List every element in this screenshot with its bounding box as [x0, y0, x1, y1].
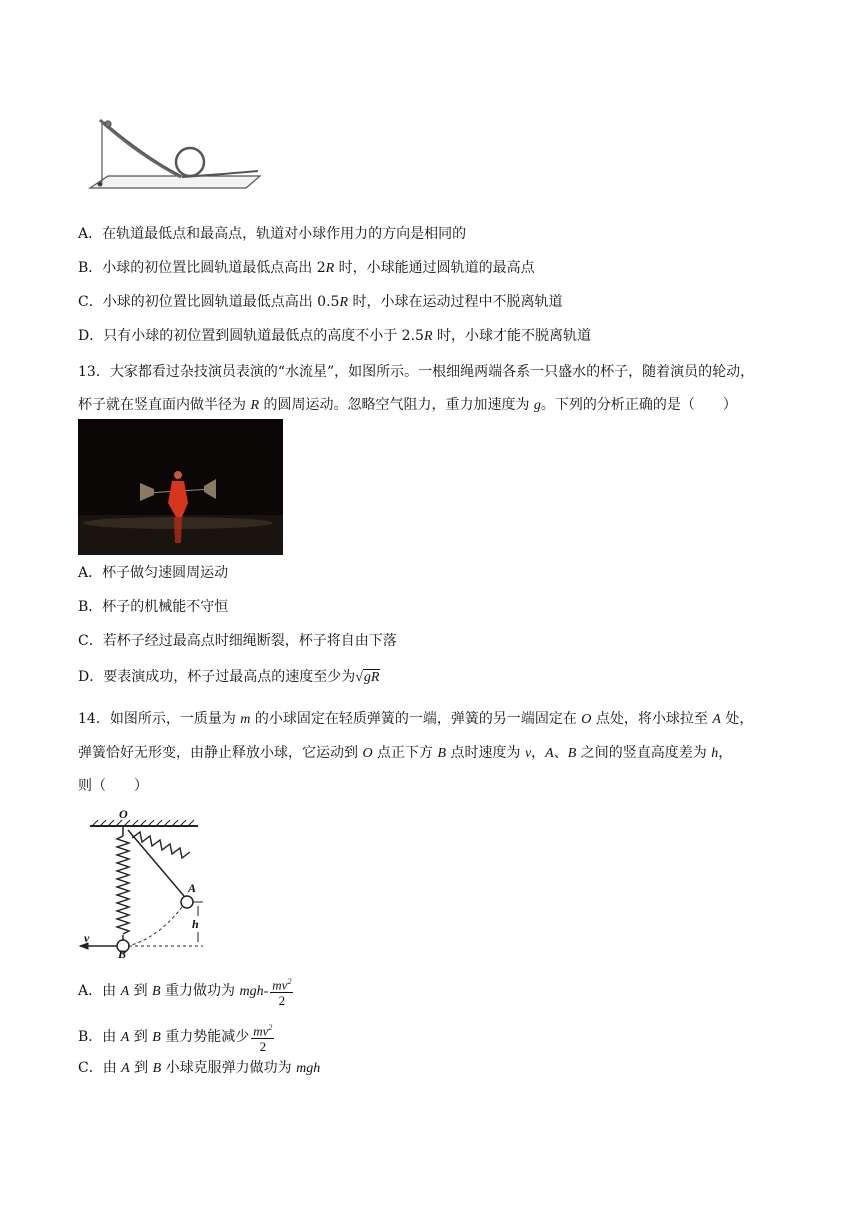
q13-option-a: A．杯子做匀速圆周运动: [78, 565, 229, 581]
q12-option-c: C．小球的初位置比圆轨道最低点高出 0.5R 时，小球在运动过程中不脱离轨道: [78, 294, 563, 310]
q14-stem-line1: 14．如图所示，一质量为 m 的小球固定在轻质弹簧的一端，弹簧的另一端固定在 O 点处，将小球拉至 A 处，: [78, 711, 754, 727]
fraction-mv2-over-2: $\frac{mv^2}{2}$: [270, 974, 293, 1008]
q14-option-a: A．由 A 到 B 重力做功为 mgh- $\frac{mv^2}{2}$: [78, 974, 293, 1008]
q14-stem-line2: 弹簧恰好无形变，由静止释放小球，它运动到 O 点正下方 B 点时速度为 v，A、B 之间的竖直高度差为 h，: [78, 745, 733, 761]
label-O: O: [119, 808, 128, 821]
sqrt-gR: √gR: [355, 670, 380, 685]
loop-track-figure: [86, 114, 266, 196]
q14-option-c: C．由 A 到 B 小球克服弹力做功为 mgh: [78, 1060, 321, 1076]
q13-stem-line1: 13．大家都看过杂技演员表演的“水流星”，如图所示。一根细绳两端各系一只盛水的杯子，随着演员的轮动，: [78, 364, 755, 380]
spring-figure: [78, 808, 218, 958]
q13-stem-line2: 杯子就在竖直面内做半径为 R 的圆周运动。忽略空气阻力，重力加速度为 g。下列的分析正确的是（ ）: [78, 397, 737, 413]
label-h: h: [192, 917, 199, 931]
label-B: B: [118, 947, 127, 958]
q12-option-a: A．在轨道最低点和最高点，轨道对小球作用力的方向是相同的: [78, 226, 467, 242]
q13-option-d: D．要表演成功，杯子过最高点的速度至少为√gR: [78, 669, 380, 685]
fraction-mv2-over-2: $\frac{mv^2}{2}$: [251, 1020, 274, 1054]
performer-photo: [78, 419, 283, 555]
q14-stem-line3: 则（ ）: [78, 778, 148, 794]
label-A: A: [188, 881, 197, 895]
q13-option-b: B．杯子的机械能不守恒: [78, 599, 229, 615]
q12-option-b: B．小球的初位置比圆轨道最低点高出 2R 时，小球能通过圆轨道的最高点: [78, 260, 535, 276]
q14-option-b: B．由 A 到 B 重力势能减少 $\frac{mv^2}{2}$: [78, 1020, 274, 1054]
q12-option-d: D．只有小球的初位置到圆轨道最低点的高度不小于 2.5R 时，小球才能不脱离轨道: [78, 328, 591, 344]
q13-option-c: C．若杯子经过最高点时细绳断裂，杯子将自由下落: [78, 633, 397, 649]
label-v: v: [84, 931, 90, 945]
